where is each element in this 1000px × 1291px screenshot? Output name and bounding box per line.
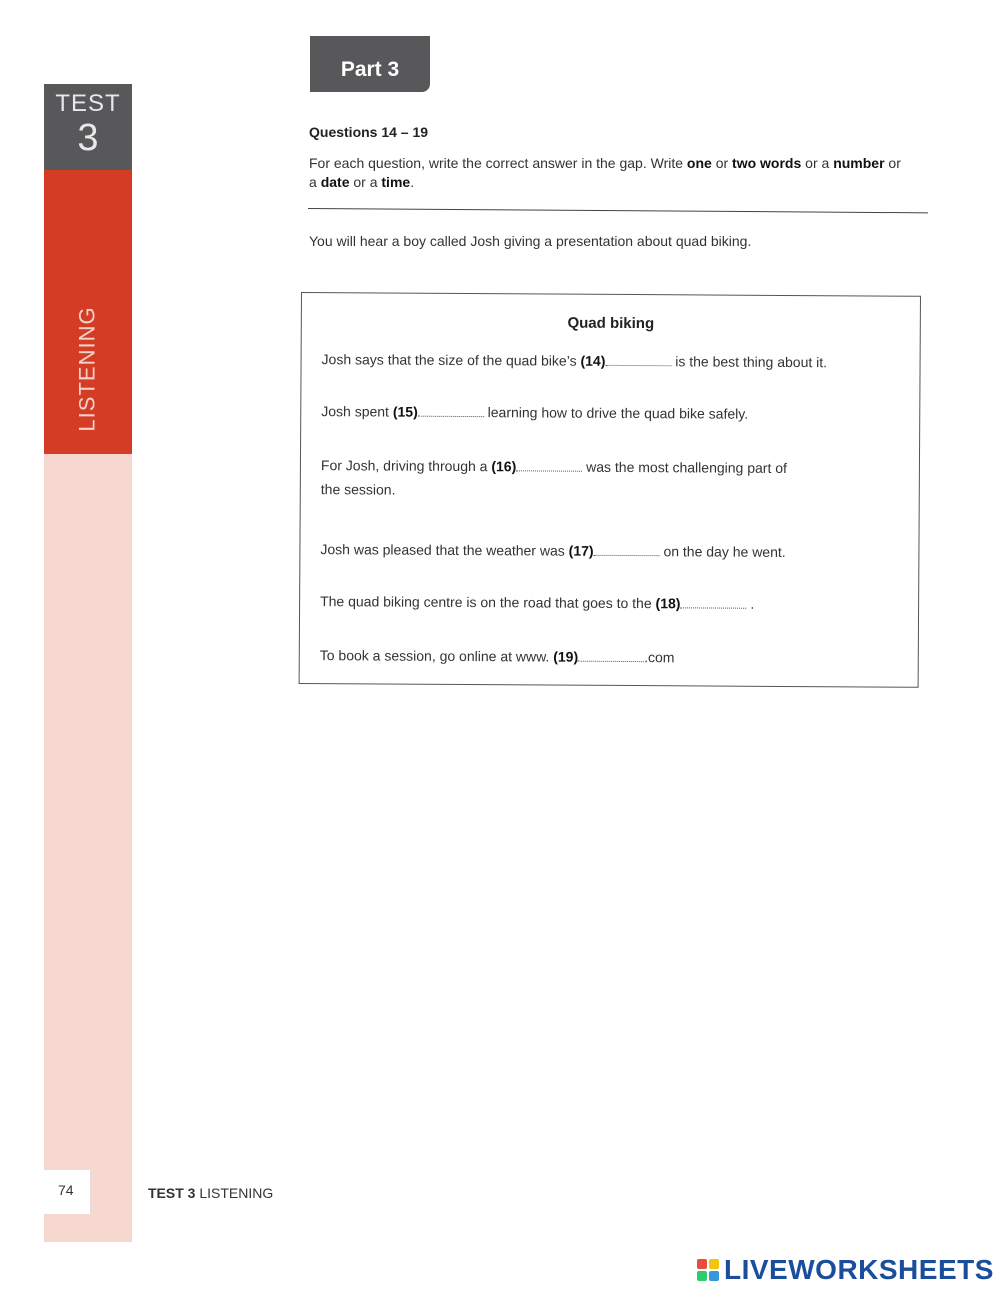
footer-section: LISTENING bbox=[195, 1185, 274, 1201]
q16-before: For Josh, driving through a bbox=[320, 457, 492, 475]
brand-logo-icon bbox=[697, 1259, 719, 1281]
sidebar-test-label: TEST bbox=[55, 90, 121, 117]
footer-test: TEST 3 bbox=[148, 1185, 196, 1201]
q17-number: (17) bbox=[568, 542, 594, 559]
instr-bold-3: number bbox=[833, 155, 885, 171]
q19-answer-gap[interactable] bbox=[578, 649, 644, 662]
instructions bbox=[309, 154, 909, 192]
instr-bold-4: date bbox=[320, 174, 350, 190]
q18-before: The quad biking centre is on the road that goes to the bbox=[320, 593, 656, 612]
instr-text-5: or a bbox=[349, 174, 382, 190]
sidebar-section-label: LISTENING bbox=[75, 306, 101, 432]
q14-before: Josh says that the size of the quad bike’s bbox=[321, 351, 581, 369]
brand-logo-square-2 bbox=[709, 1259, 719, 1269]
sidebar-section-label-wrap bbox=[48, 300, 128, 438]
question-17 bbox=[320, 537, 785, 564]
q17-answer-gap[interactable] bbox=[594, 543, 660, 556]
instr-bold-2: two words bbox=[732, 155, 802, 171]
page-number: 74 bbox=[58, 1182, 74, 1198]
q16-number: (16) bbox=[491, 458, 517, 475]
q15-after: learning how to drive the quad bike safely. bbox=[483, 404, 749, 422]
intro-text: You will hear a boy called Josh giving a presentation about quad biking. bbox=[309, 233, 752, 249]
q18-answer-gap[interactable] bbox=[680, 595, 746, 608]
brand-logo-square-1 bbox=[697, 1259, 707, 1269]
q15-before: Josh spent bbox=[321, 403, 393, 420]
instr-text-2: or bbox=[711, 155, 733, 171]
instr-text-1: For each question, write the correct answer in the gap. Write bbox=[309, 155, 687, 171]
question-14 bbox=[322, 347, 828, 374]
instr-bold-1: one bbox=[686, 155, 712, 171]
q18-number: (18) bbox=[655, 595, 681, 612]
q16-after: was the most challenging part of bbox=[582, 458, 787, 476]
q17-after: on the day he went. bbox=[659, 543, 786, 560]
question-19 bbox=[320, 643, 675, 669]
sidebar-pink-strip bbox=[44, 454, 132, 1242]
q15-answer-gap[interactable] bbox=[418, 404, 484, 417]
footer-title bbox=[148, 1185, 273, 1201]
instr-text-4: or a bbox=[309, 155, 901, 190]
part-title: Part 3 bbox=[340, 58, 400, 81]
question-18 bbox=[320, 589, 754, 616]
question-16 bbox=[321, 453, 787, 504]
notes-box bbox=[299, 292, 921, 688]
liveworksheets-brand[interactable] bbox=[697, 1254, 994, 1285]
q14-number: (14) bbox=[580, 352, 606, 369]
q19-after: .com bbox=[644, 649, 675, 666]
questions-heading: Questions 14 – 19 bbox=[309, 124, 429, 140]
brand-logo-square-4 bbox=[709, 1271, 719, 1281]
instr-text-3: or a bbox=[801, 155, 834, 171]
q17-before: Josh was pleased that the weather was bbox=[320, 541, 569, 559]
brand-name: LIVEWORKSHEETS bbox=[724, 1254, 994, 1285]
sidebar-test-number: 3 bbox=[77, 117, 99, 159]
q19-number: (19) bbox=[553, 648, 579, 665]
brand-logo-square-3 bbox=[697, 1271, 707, 1281]
q19-before: To book a session, go online at www. bbox=[319, 647, 554, 665]
box-title: Quad biking bbox=[567, 314, 655, 333]
q16-after-line2: the session. bbox=[320, 481, 396, 498]
q16-answer-gap[interactable] bbox=[516, 458, 582, 471]
q18-after: . bbox=[746, 595, 755, 612]
q15-number: (15) bbox=[392, 403, 418, 420]
q14-answer-gap[interactable] bbox=[605, 353, 671, 366]
q14-after: is the best thing about it. bbox=[671, 353, 828, 371]
instr-text-6: . bbox=[410, 174, 415, 190]
instr-bold-5: time bbox=[381, 174, 411, 190]
question-15 bbox=[321, 399, 748, 426]
